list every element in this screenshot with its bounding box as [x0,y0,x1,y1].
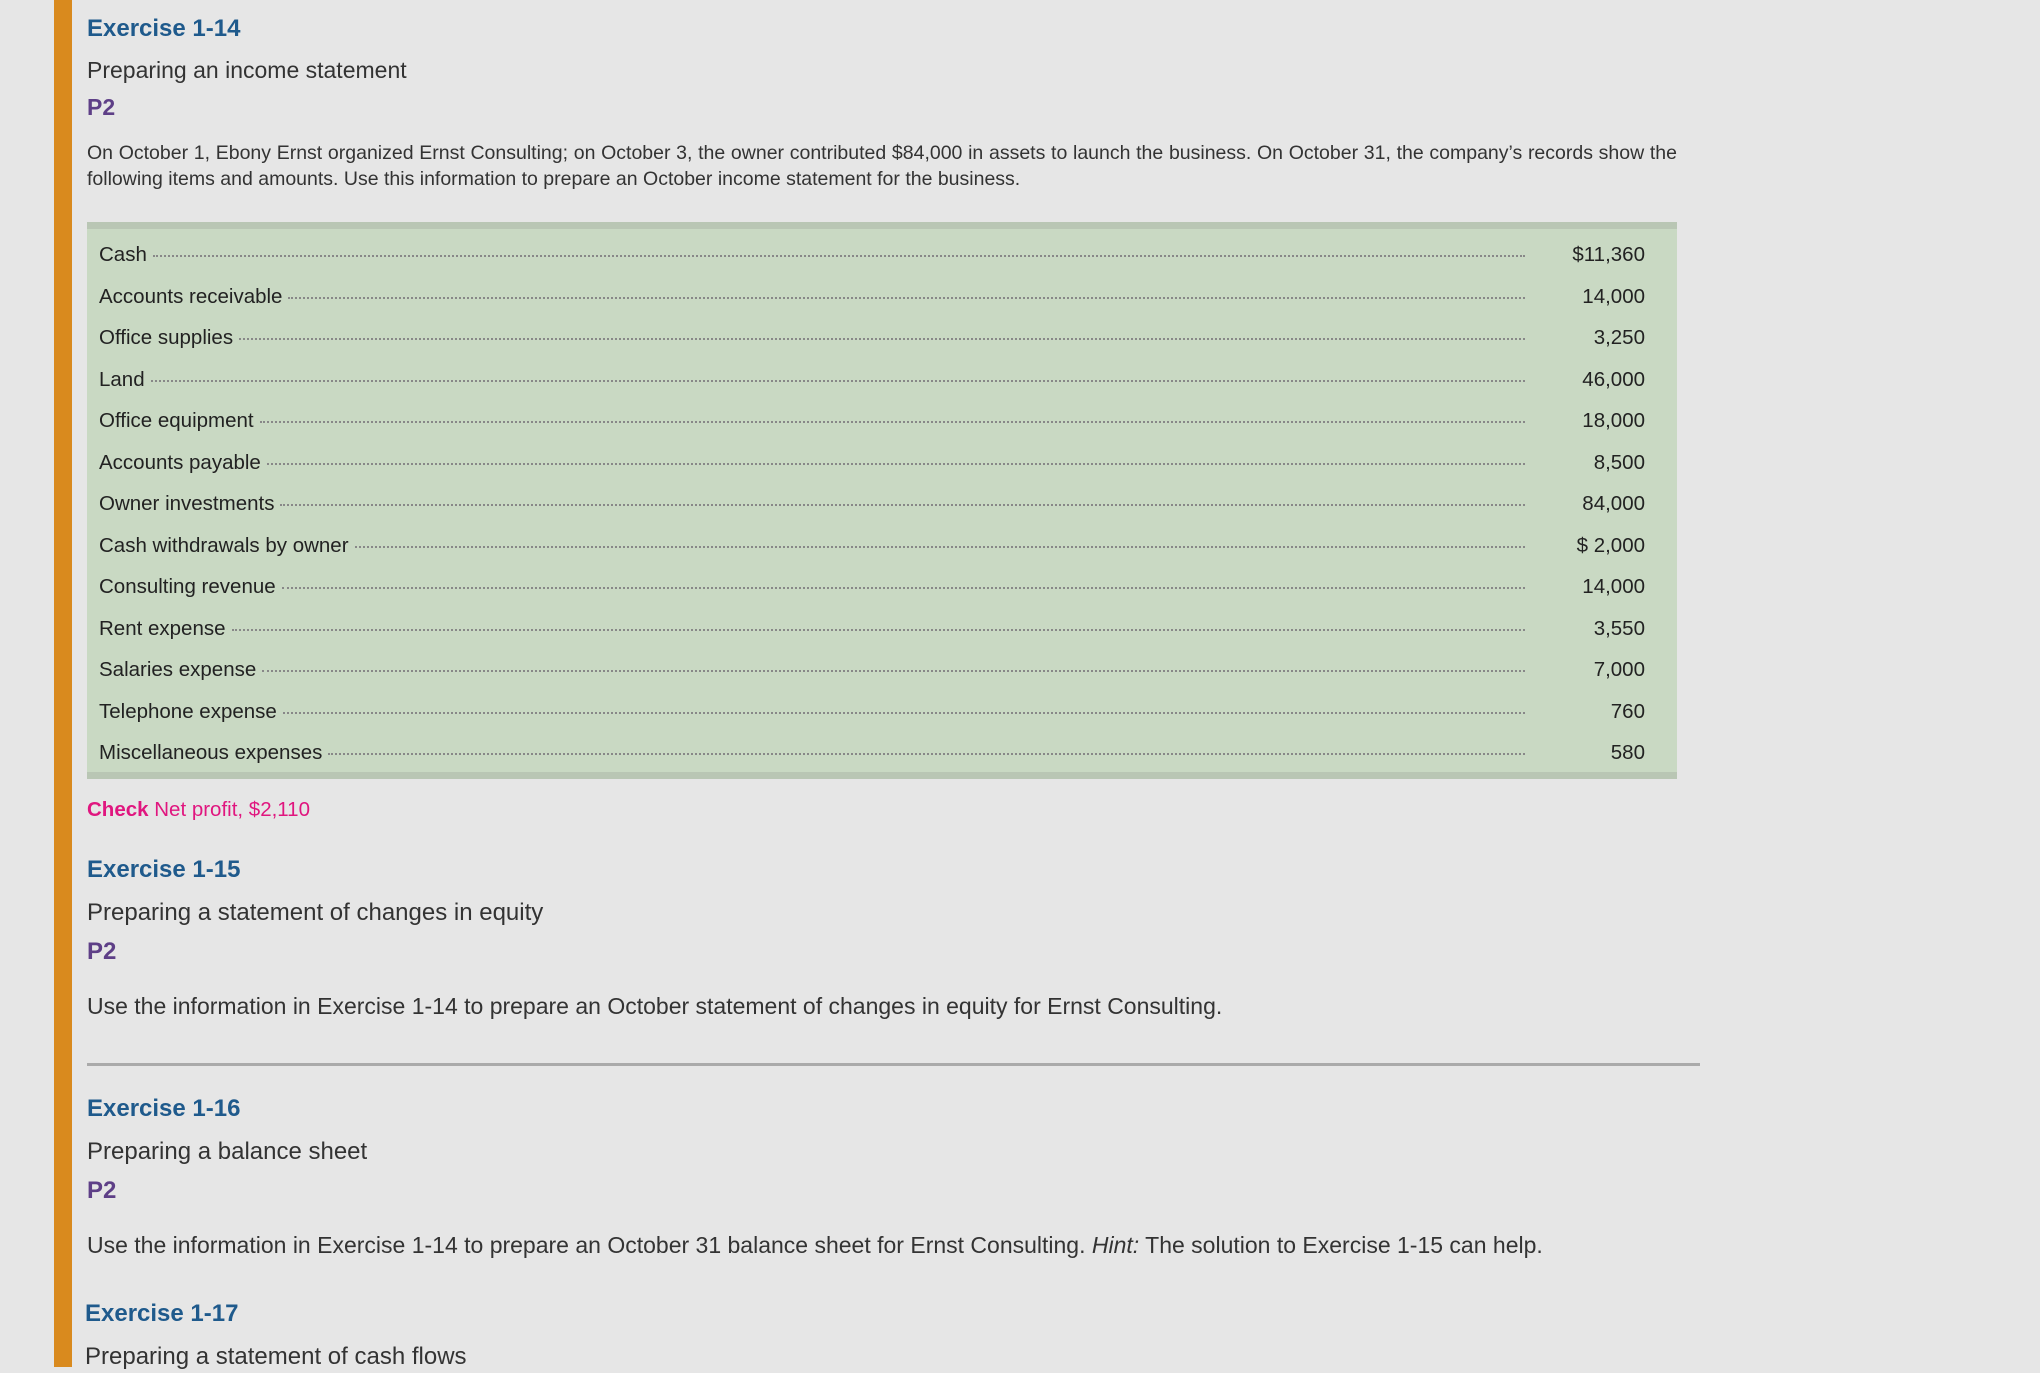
table-row [99,326,1645,356]
check-value: Net profit, $2,110 [154,798,310,821]
row-amount: 580 [1610,741,1645,764]
exercise-title: Exercise 1-14 [87,15,241,42]
row-label: Owner investments [99,492,275,515]
row-amount: 46,000 [1582,368,1645,391]
left-accent-bar [54,0,72,1367]
exercise-subtitle: Preparing an income statement [87,57,407,83]
check-figure [87,798,310,822]
row-label: Land [99,368,145,391]
dot-leader [153,255,1525,257]
exercise-title: Exercise 1-16 [87,1095,241,1122]
learning-objective-code: P2 [87,1177,117,1204]
row-label: Office supplies [99,326,234,349]
row-amount: 3,550 [1593,617,1645,640]
table-row [99,658,1645,688]
row-amount: $ 2,000 [1576,534,1645,557]
row-amount: 14,000 [1582,285,1645,308]
body-text-after: The solution to Exercise 1-15 can help. [1139,1232,1543,1258]
exercise-body [87,1230,1787,1260]
table-row [99,617,1645,647]
exercise-body: On October 1, Ebony Ernst organized Ernst Consulting; on October 3, the owner contributed $84,000 in assets to launch the business. On October 31, the company’s records show the following items and amounts. Use this information to prepare an October income statement for the business. [87,142,1677,190]
row-amount: 14,000 [1582,575,1645,598]
table-row [99,575,1645,605]
learning-objective-code: P2 [87,94,116,120]
row-amount: 84,000 [1582,492,1645,515]
table-row [99,534,1645,564]
table-row [99,285,1645,315]
row-amount: 8,500 [1593,451,1645,474]
table-row [99,700,1645,730]
row-label: Telephone expense [99,700,277,723]
table-row [99,451,1645,481]
dot-leader [282,587,1525,589]
row-label: Cash withdrawals by owner [99,534,349,557]
exercise-subtitle: Preparing a statement of cash flows [85,1343,467,1370]
row-label: Salaries expense [99,658,257,681]
row-label: Miscellaneous expenses [99,741,323,764]
table-row [99,409,1645,439]
exercise-title: Exercise 1-17 [85,1300,239,1327]
dot-leader [280,504,1525,506]
row-label: Accounts payable [99,451,261,474]
check-label: Check [87,798,149,821]
table-row [99,368,1645,398]
section-divider [87,1063,1700,1066]
exercise-subtitle: Preparing a statement of changes in equity [87,899,544,926]
dot-leader [239,338,1525,340]
dot-leader [328,753,1525,755]
exercise-1-15 [87,855,1707,1021]
dot-leader [355,546,1525,548]
dot-leader [260,421,1525,423]
dot-leader [262,670,1525,672]
body-text: Use the information in Exercise 1-14 to prepare an October 31 balance sheet for Ernst Consulting. [87,1232,1092,1258]
exercise-1-17 [85,1299,1705,1373]
row-label: Accounts receivable [99,285,283,308]
row-amount: $11,360 [1572,243,1645,266]
table-row [99,243,1645,273]
learning-objective-code: P2 [87,938,117,965]
exercise-subtitle: Preparing a balance sheet [87,1138,368,1165]
dot-leader [288,297,1525,299]
exercise-body: Use the information in Exercise 1-14 to prepare an October statement of changes in equity for Ernst Consulting. [87,993,1223,1019]
table-row [99,741,1645,771]
table-row [99,492,1645,522]
account-balances-table [87,222,1677,779]
dot-leader [283,712,1525,714]
row-label: Office equipment [99,409,254,432]
row-amount: 7,000 [1593,658,1645,681]
exercise-1-14 [87,14,1677,192]
row-amount: 3,250 [1593,326,1645,349]
row-amount: 18,000 [1582,409,1645,432]
dot-leader [232,629,1525,631]
row-amount: 760 [1610,700,1645,723]
hint-label: Hint: [1091,1232,1140,1258]
dot-leader [151,380,1525,382]
row-label: Cash [99,243,147,266]
exercise-1-16 [87,1094,1787,1260]
dot-leader [267,463,1525,465]
row-label: Rent expense [99,617,226,640]
row-label: Consulting revenue [99,575,276,598]
exercise-title: Exercise 1-15 [87,856,241,883]
